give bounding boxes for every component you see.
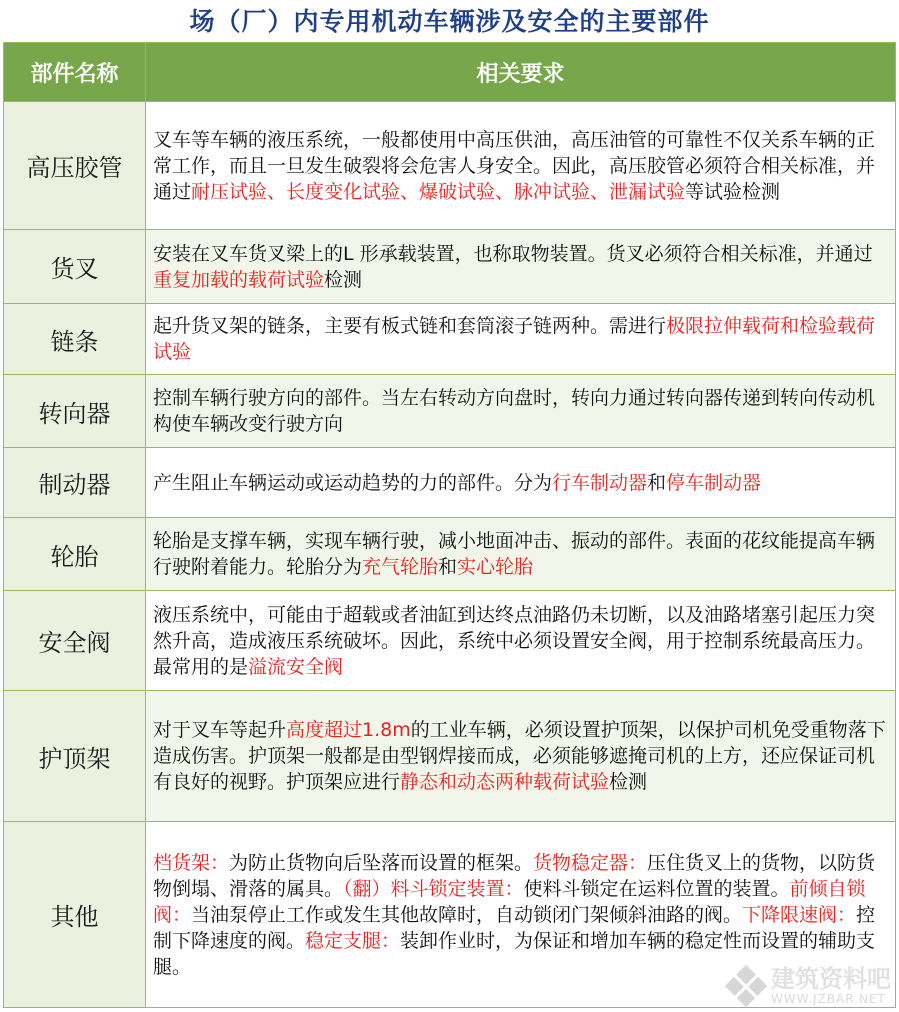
highlight-text: （翻）料斗锁定装置：: [343, 877, 524, 900]
part-name: 安全阀: [4, 591, 146, 691]
body-text: 当油泵停止工作或发生其他故障时，自动锁闭门架倾斜油路的阀。: [191, 903, 743, 926]
header-requirements: 相关要求: [146, 43, 896, 102]
part-requirement: [146, 591, 896, 691]
highlight-text: 充气轮胎: [362, 556, 439, 578]
table-row: [4, 230, 896, 304]
highlight-text: 档货架：: [153, 851, 230, 874]
part-name: 高压胶管: [4, 102, 146, 230]
body-text: 使料斗锁定在运料位置的装置。: [523, 877, 790, 900]
watermark: [731, 966, 891, 1006]
highlight-text: 耐压试验、长度变化试验、爆破试验、脉冲试验、泄漏试验: [191, 180, 686, 203]
highlight-text: 实心轮胎: [457, 556, 534, 578]
highlight-text: 货物稳定器：: [533, 851, 648, 874]
body-text: 装卸作业时，为保证和增加车辆的稳定性而设置的辅助支腿。: [153, 929, 876, 978]
part-name: 护顶架: [4, 691, 146, 822]
highlight-text: 稳定支腿：: [305, 929, 401, 952]
highlight-text: 溢流安全阀: [248, 655, 344, 678]
body-text: 为防止货物向后坠落而设置的框架。: [229, 851, 534, 874]
highlight-text: 重复加载的载荷试验: [153, 268, 325, 291]
body-text: 安装在叉车货叉梁上的L 形承载装置，也称取物装置。货叉必须符合相关标准，并通过: [153, 242, 873, 265]
body-text: 产生阻止车辆运动或运动趋势的力的部件。分为: [153, 471, 553, 494]
body-text: 控制下降速度的阀。: [153, 903, 876, 952]
header-part-name: 部件名称: [4, 43, 146, 102]
part-requirement: [146, 518, 896, 591]
highlight-text: 高度超过1.8m: [286, 719, 411, 741]
table-row: [4, 102, 896, 230]
table-row: [4, 691, 896, 822]
part-name: 其他: [4, 822, 146, 1008]
part-requirement: [146, 448, 896, 518]
watermark-logo-icon: [725, 965, 767, 1007]
part-requirement: [146, 102, 896, 230]
table-body: [4, 102, 896, 1008]
table-row: [4, 518, 896, 591]
highlight-text: 静态和动态两种载荷试验: [400, 771, 610, 793]
part-name: 制动器: [4, 448, 146, 518]
table-header-row: [4, 43, 896, 102]
parts-table: [3, 42, 896, 1008]
table-row: [4, 375, 896, 448]
body-text: 的工业车辆，必须设置护顶架，以保护司机免受重物落下造成伤害。护顶架一般都是由型钢焊接而成，必须能够遮掩司机的上方，还应保证司机有良好的视野。护顶架应进行: [153, 719, 886, 793]
part-requirement: [146, 691, 896, 822]
table-row: [4, 448, 896, 518]
highlight-text: 极限拉伸载荷和检验载荷试验: [153, 315, 876, 363]
body-text: 起升货叉架的链条，主要有板式链和套筒滚子链两种。需进行: [153, 315, 667, 337]
highlight-text: 停车制动器: [666, 471, 762, 494]
table-row: [4, 304, 896, 375]
part-name: 货叉: [4, 230, 146, 304]
highlight-text: 下降限速阀：: [742, 903, 857, 926]
watermark-name: 建筑资料吧: [771, 965, 891, 993]
body-text: 对于叉车等起升: [153, 719, 287, 741]
body-text: 液压系统中，可能由于超载或者油缸到达终点油路仍未切断，以及油路堵塞引起压力突然升高，造成液压系统破坏。因此，系统中必须设置安全阀，用于控制系统最高压力。最常用的是: [153, 603, 876, 678]
highlight-text: 前倾自锁阀：: [153, 877, 866, 926]
body-text: 和: [438, 556, 458, 578]
highlight-text: 行车制动器: [552, 471, 648, 494]
part-name: 链条: [4, 304, 146, 375]
body-text: 检测: [324, 268, 363, 291]
table-row: [4, 591, 896, 691]
body-text: 检测: [609, 771, 648, 793]
part-name: 转向器: [4, 375, 146, 448]
page-title: 场（厂）内专用机动车辆涉及安全的主要部件: [189, 7, 710, 36]
body-text: 和: [647, 471, 667, 494]
watermark-url: WWW.JZBAR.NET: [771, 992, 886, 1006]
body-text: 压住货叉上的货物，以防货物倒塌、滑落的属具。: [153, 851, 876, 900]
part-requirement: [146, 230, 896, 304]
body-text: 控制车辆行驶方向的部件。当左右转动方向盘时，转向力通过转向器传递到转向传动机构使车辆改变行驶方向: [153, 387, 876, 435]
part-requirement: [146, 375, 896, 448]
body-text: 叉车等车辆的液压系统，一般都使用中高压供油，高压油管的可靠性不仅关系车辆的正常工作，而且一旦发生破裂将会危害人身安全。因此，高压胶管必须符合相关标准，并通过: [153, 128, 876, 203]
body-text: 等试验检测: [685, 180, 781, 203]
body-text: 轮胎是支撑车辆，实现车辆行驶，减小地面冲击、振动的部件。表面的花纹能提高车辆行驶附着能力。轮胎分为: [153, 530, 876, 578]
part-name: 轮胎: [4, 518, 146, 591]
part-requirement: [146, 304, 896, 375]
